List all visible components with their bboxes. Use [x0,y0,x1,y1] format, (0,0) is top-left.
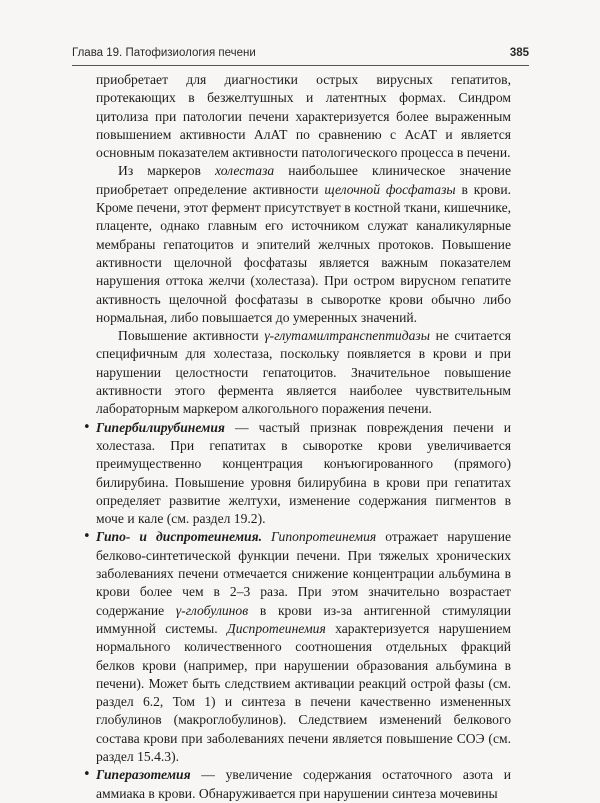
list-item-hyperbilirubinemia [83,419,511,529]
paragraph-cholestasis [96,162,511,327]
list-item-text: характеризуется нарушением нормального количественного соотношения отдельных фракций белков крови (например, при нарушении образования альбумина в печени). Может быть следствием активации реакций острой фазы (см. раздел 6.2, Том 1) и синтеза в печени качественно измененных глобулинов (макроглобулинов). Следствием изменений белкового состава крови при заболеваниях печени является повышение СОЭ (см. раздел 15.4.3). [96,620,511,764]
term-cholestasis: холестаза [215,163,275,179]
term-alkaline-phosphatase: щелочной фосфатазы [324,181,456,197]
paragraph-cytolysis: приобретает для диагностики острых вирусных гепатитов, протекающих в безжелтушных и латентных формах. Синдром цитолиза при патологии печени характеризуется более выраженным повышением активности АлАТ по сравнению с АсАТ и является основным показателем активности патологического процесса в печени. [96,72,511,161]
list-item-text: — увеличение содержания остаточного азота и аммиака в крови. Обнаруживается при нарушении синтеза мочевины [96,767,511,801]
paragraph-text: Из маркеров [118,163,215,179]
term-hypo-dysproteinemia: Гипо- и диспротеинемия. [96,529,263,545]
body-text [83,71,512,803]
list-item-text: — частый признак повреждения печени и холестаза. При гепатитах в сыворотке крови увеличивается преимущественно концентрация конъюгированного (прямого) билирубина. Повышение уровня билирубина в крови при гепатитах определяет развитие желтухи, изменение содержания пигментов в моче и кале (см. раздел 19.2). [96,419,511,527]
page-number: 385 [509,47,529,59]
bullet-icon: • [83,767,91,783]
running-header [72,47,529,63]
term-ggt: γ-глутамилтранспептидазы [264,328,430,344]
term-gamma-globulins: γ-глобулинов [175,602,249,618]
term-hyperbilirubinemia: Гипербилирубинемия [96,419,225,435]
bullet-icon: • [83,529,91,545]
bullet-icon: • [83,419,91,435]
header-rule [72,65,529,66]
paragraph-ggt [96,327,511,418]
term-hypoproteinemia: Гипопротеинемия [271,529,377,545]
list-item-text [262,529,271,544]
paragraph-text: в крови. Кроме печени, этот фермент присутствует в костной ткани, кишечнике, плаценте, однако главным его источником служат каналикулярные мембраны гепатоцитов и эпителий желчных протоков. Повышение активности щелочной фосфатазы является важным показателем нарушения оттока желчи (холестаза). При остром вирусном гепатите активность щелочной фосфатазы в сыворотке крови обычно либо нормальная, либо повышается до умеренных значений. [96,181,511,325]
paragraph-text: Повышение активности [118,328,265,344]
chapter-title: Глава 19. Патофизиология печени [72,47,256,59]
list-item-hyperazotemia [83,766,511,803]
term-hyperazotemia: Гиперазотемия [96,767,191,783]
term-dysproteinemia: Диспротеинемия [227,620,326,636]
list-item-text: в крови из-за антигенной стимуляции иммунной системы. [96,602,511,636]
paragraph-text: не считается специфичным для холестаза, поскольку появляется в крови и при нарушении целостности гепатоцитов. Значительное повышение активности этого фермента является наиболее чувствительным лабораторным маркером алкогольного поражения печени. [96,328,511,417]
paragraph-text: наибольшее клиническое значение приобретает определение активности [96,163,511,197]
list-item-dysproteinemia [83,528,512,766]
list-item-text: отражает нарушение белково-синтетической функции печени. При тяжелых хронических заболеваниях печени отмечается снижение концентрации альбумина в крови более чем в 2–3 раза. При этом значительно возрастает содержание [96,529,512,618]
